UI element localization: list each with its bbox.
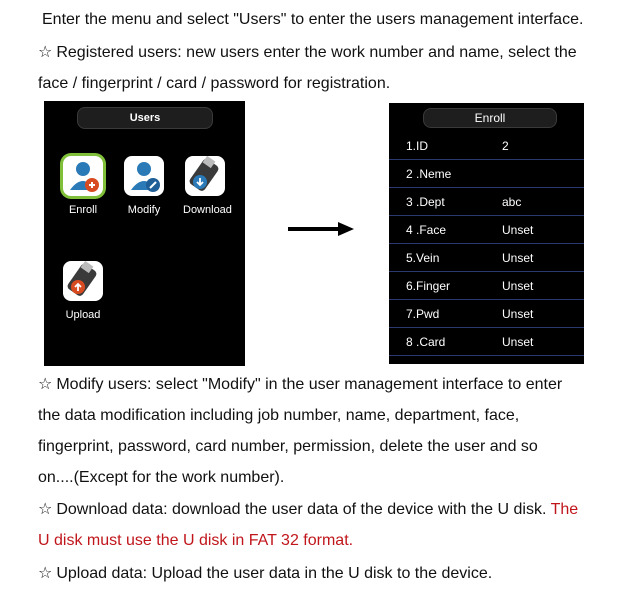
upload-data-line: ☆ Upload data: Upload the user data in the U disk to the device. — [38, 563, 493, 582]
modify-tile[interactable] — [122, 156, 166, 216]
modify-label: Modify — [127, 204, 161, 216]
field-row-name[interactable]: 2 .Neme — [389, 160, 584, 188]
star-icon: ☆ — [38, 374, 53, 393]
format-warning-start: The — [550, 501, 579, 518]
upload-tile[interactable] — [61, 261, 105, 321]
users-screen — [44, 101, 245, 366]
download-label: Download — [183, 204, 232, 216]
field-row-card[interactable]: 8 .Card Unset — [389, 328, 584, 356]
star-icon: ☆ — [38, 499, 53, 518]
users-title: Users — [77, 107, 213, 129]
add-user-icon — [63, 156, 103, 196]
enroll-tile[interactable] — [61, 156, 105, 216]
field-row-face[interactable]: 4 .Face Unset — [389, 216, 584, 244]
star-icon: ☆ — [38, 42, 53, 61]
format-warning: U disk must use the U disk in FAT 32 format. — [38, 532, 354, 549]
usb-upload-icon — [63, 261, 103, 301]
modify-details-line-3: on....(Except for the work number). — [38, 469, 285, 486]
field-row-finger[interactable]: 6.Finger Unset — [389, 272, 584, 300]
enroll-fields — [389, 132, 584, 356]
modify-users-line: ☆ Modify users: select "Modify" in the user management interface to enter — [38, 374, 563, 393]
field-row-vein[interactable]: 5.Vein Unset — [389, 244, 584, 272]
modify-details-line-2: fingerprint, password, card number, permission, delete the user and so — [38, 438, 538, 455]
download-tile[interactable] — [183, 156, 232, 216]
field-row-dept[interactable]: 3 .Dept abc — [389, 188, 584, 216]
field-row-id[interactable]: 1.ID 2 — [389, 132, 584, 160]
edit-user-icon — [124, 156, 164, 196]
right-arrow-icon — [288, 222, 354, 236]
enroll-title: Enroll — [423, 108, 557, 128]
upload-label: Upload — [65, 309, 101, 321]
modify-details-line: the data modification including job number, name, department, face, — [38, 407, 520, 424]
registration-methods-line: face / fingerprint / card / password for registration. — [38, 75, 391, 92]
star-icon: ☆ — [38, 563, 53, 582]
usb-download-icon — [185, 156, 225, 196]
registered-users-line: ☆ Registered users: new users enter the work number and name, select the — [38, 42, 577, 61]
intro-line: Enter the menu and select "Users" to enter the users management interface. — [42, 11, 584, 28]
enroll-screen — [389, 103, 584, 364]
enroll-label: Enroll — [68, 204, 98, 216]
download-data-line: ☆ Download data: download the user data of the device with the U disk. The — [38, 499, 579, 518]
field-row-pwd[interactable]: 7.Pwd Unset — [389, 300, 584, 328]
